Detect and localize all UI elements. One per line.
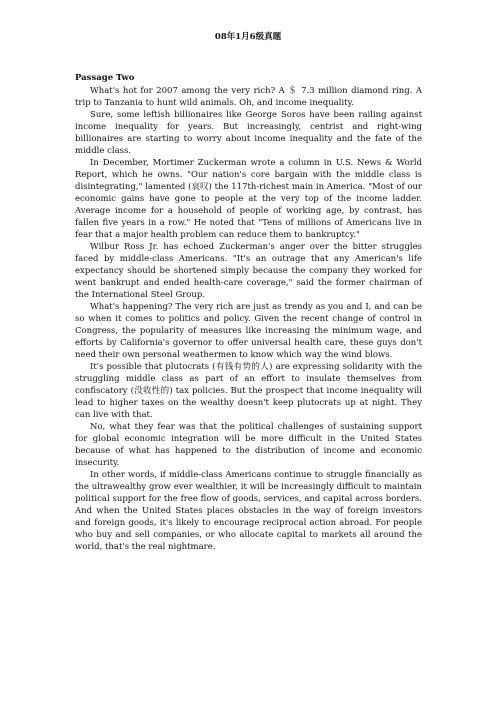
paragraph: What's hot for 2007 among the very rich? A ＄ 7.3 million diamond ring. A trip to Tanzania to hunt wild animals. Oh, and income inequality. bbox=[75, 86, 422, 108]
paragraph: It's possible that plutocrats (有钱有势的人) are expressing solidarity with the struggling middle class as part of an effort to insulate themselves from confiscatory (没收性的) tax policies. But the prospect that income inequality will lead to higher taxes on the wealthy doesn't keep plutocrats up at night. They can live with that. bbox=[75, 362, 422, 420]
paragraph: No, what they fear was that the political challenges of sustaining support for global economic integration will be more difficult in the United States because of what has happened to the distribution of income and economic insecurity. bbox=[75, 422, 422, 468]
passage-label: Passage Two bbox=[75, 73, 135, 83]
paragraph: Sure, some leftish billionaires like George Soros have been railing against income inequality for years. But increasingly, centrist and right-wing billionaires are starting to worry about income inequality and the fate of the middle class. bbox=[75, 110, 422, 156]
page-title: 08年1月6级真题 bbox=[214, 32, 282, 42]
paragraph: What's happening? The very rich are just as trendy as you and I, and can be so when it comes to politics and policy. Given the recent change of control in Congress, the popularity of measures like increasing the minimum wage, and efforts by California's governor to offer universal health care, these guys don't need their own personal weathermen to know which way the wind blows. bbox=[75, 302, 422, 360]
paragraph: In December, Mortimer Zuckerman wrote a column in U.S. News & World Report, which he owns. "Our nation's core bargain with the middle class is disintegrating," lamented (哀叹) the 117th-richest main in America. "Most of our economic gains have gone to people at the very top of the income ladder. Average income for a household of people of working age, by contrast, has fallen five years in a row." He noted that "Tens of millions of Americans live in fear that a major health problem can reduce them to bankruptcy." bbox=[75, 158, 422, 240]
paragraph: Wilbur Ross Jr. has echoed Zuckerman's anger over the bitter struggles faced by middle-class Americans. "It's an outrage that any American's life expectancy should be shortened simply because the company they worked for went bankrupt and ended health-care coverage," said the former chairman of the International Steel Group. bbox=[75, 242, 422, 300]
passage-body bbox=[75, 85, 422, 553]
paragraph: In other words, if middle-class Americans continue to struggle financially as the ultrawealthy grow ever wealthier, it will be increasingly difficult to maintain political support for the free flow of goods, services, and capital across borders. And when the United States places obstacles in the way of foreign investors and foreign goods, it's likely to encourage reciprocal action abroad. For people who buy and sell companies, or who allocate capital to markets all around the world, that's the real nightmare. bbox=[75, 470, 422, 552]
